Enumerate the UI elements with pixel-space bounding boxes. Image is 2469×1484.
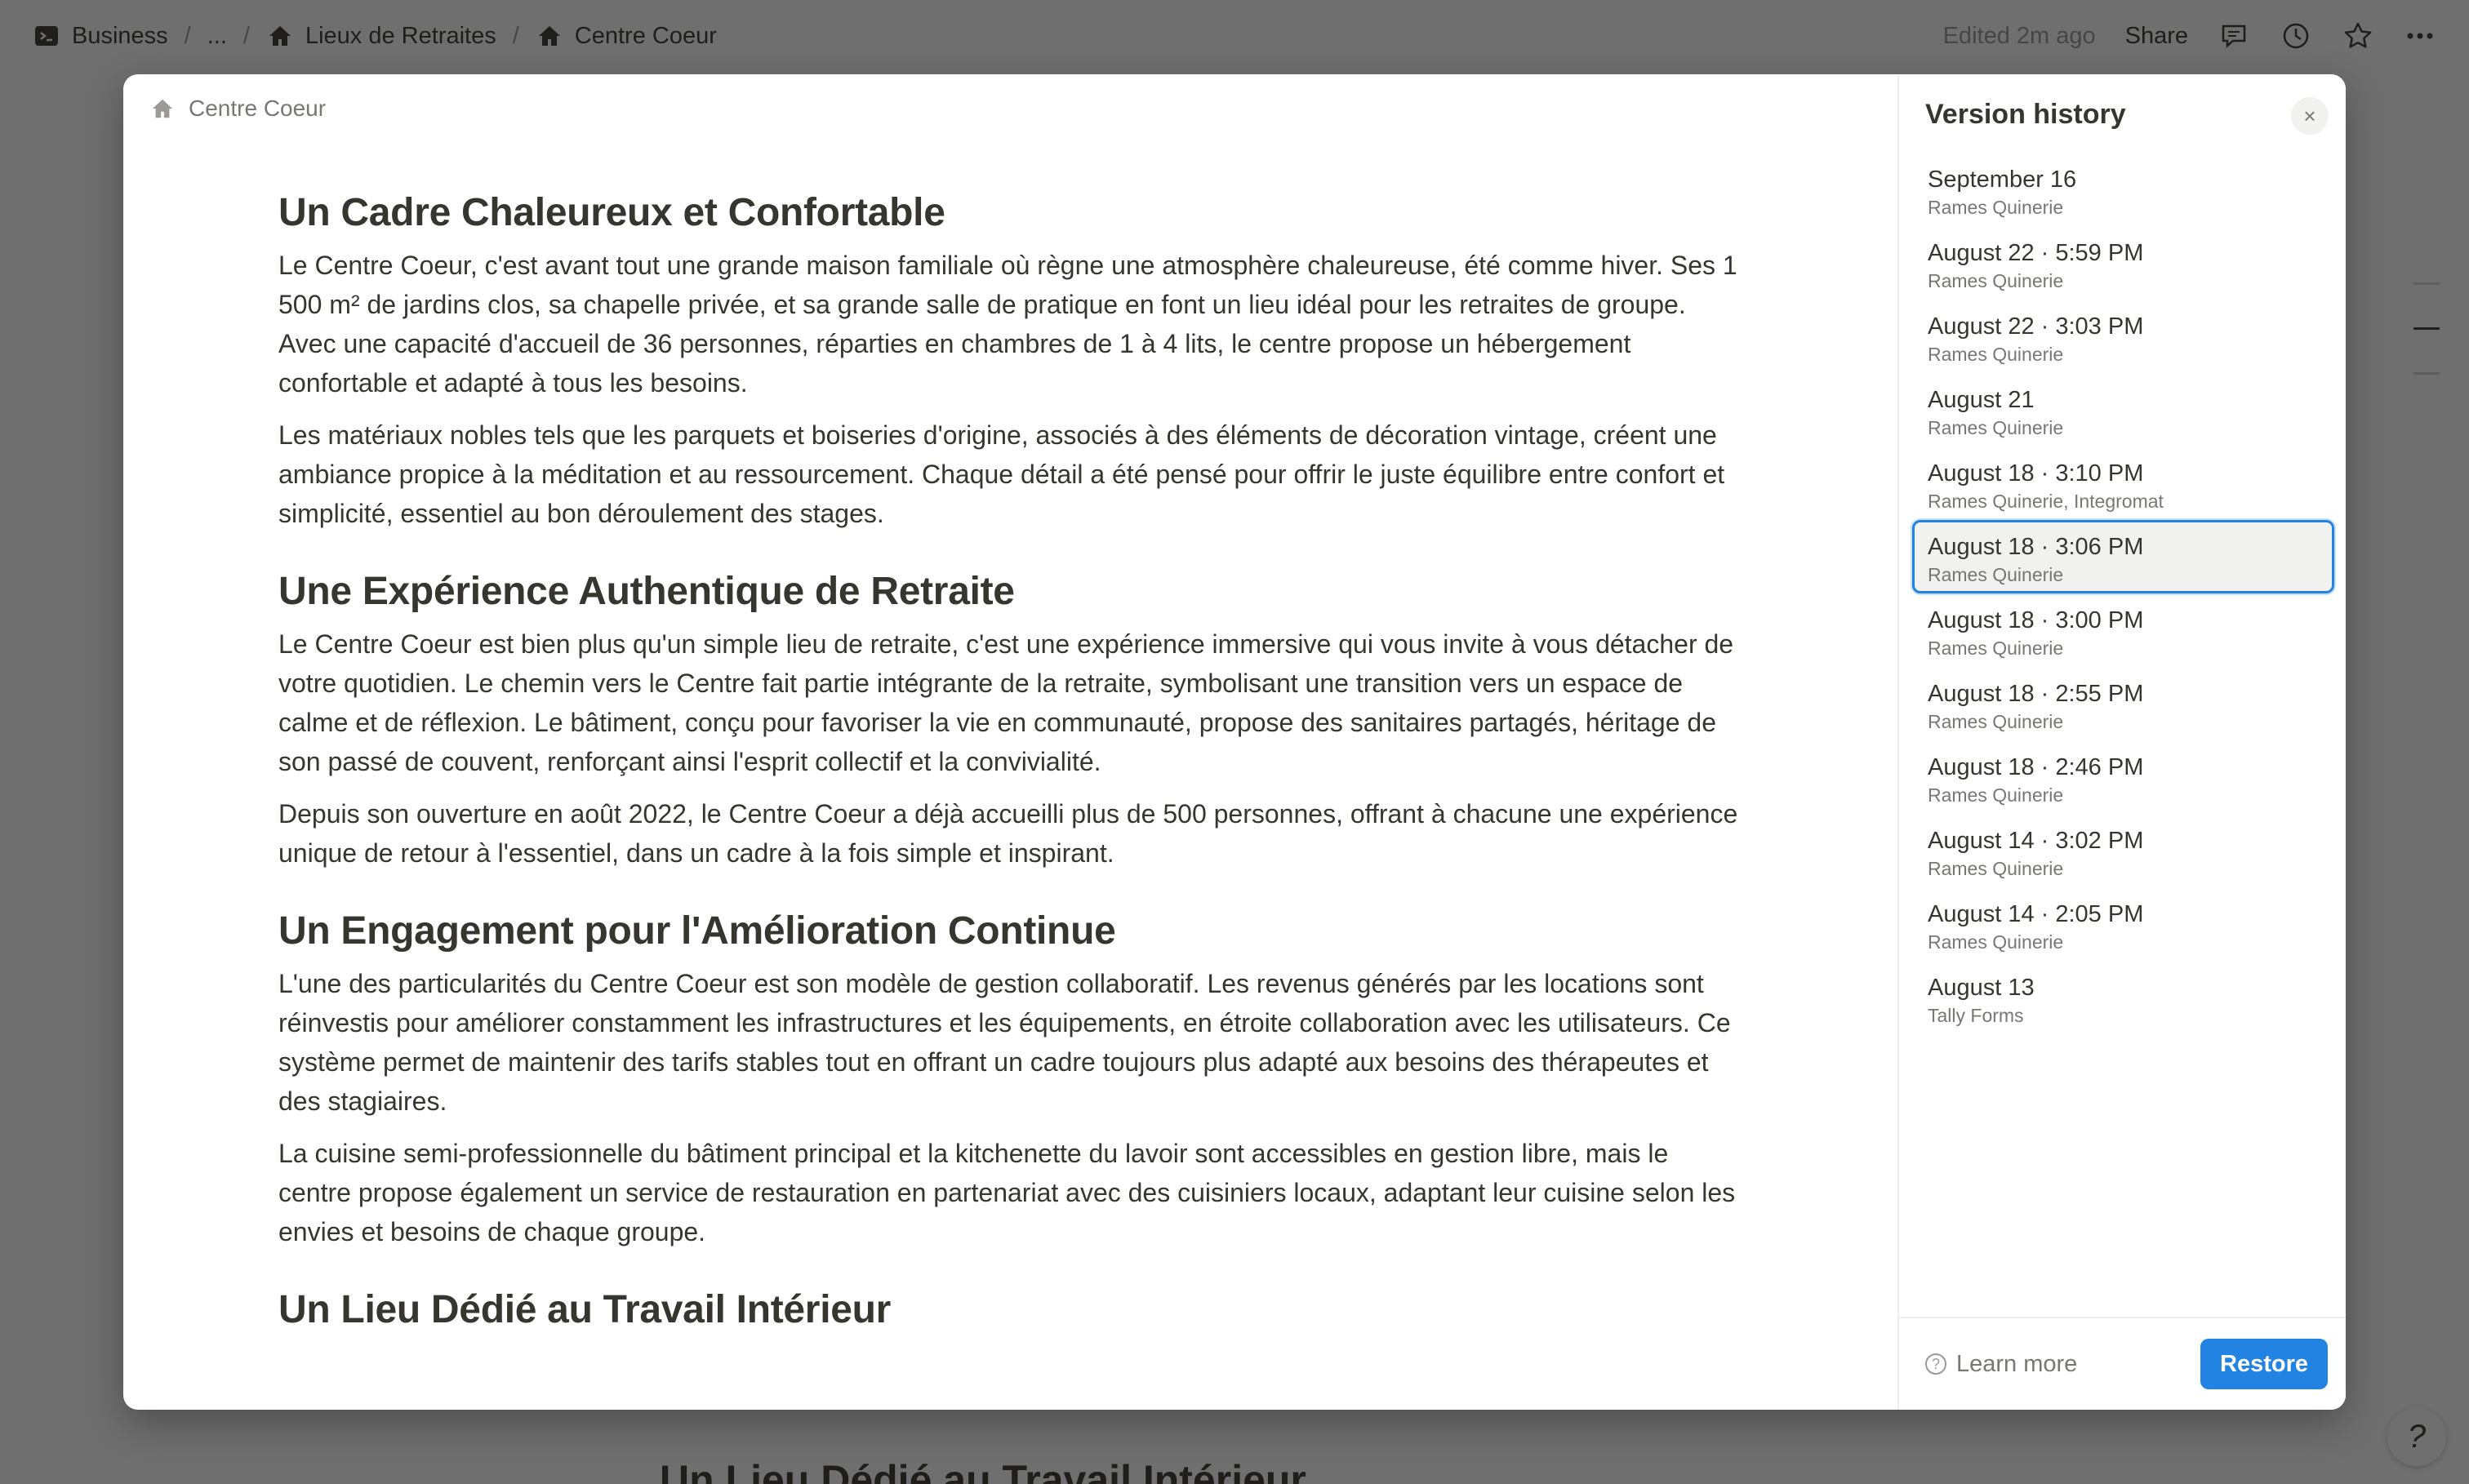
doc-section xyxy=(278,566,1748,873)
version-author: Rames Quinerie xyxy=(1928,638,2064,659)
version-item-selected[interactable] xyxy=(1912,520,2334,593)
learn-more-link[interactable] xyxy=(1925,1351,2077,1378)
restore-button[interactable]: Restore xyxy=(2200,1339,2328,1389)
version-author: Rames Quinerie xyxy=(1928,711,2064,732)
version-item[interactable] xyxy=(1912,153,2334,226)
version-item[interactable] xyxy=(1912,593,2334,667)
version-history-modal xyxy=(123,74,2346,1410)
paragraph: La cuisine semi-professionnelle du bâtiment principal et la kitchenette du lavoir sont accessibles en gestion libre, mais le centre propose également un service de restauration en partenariat avec des cuisiniers locaux, adaptant leur cuisine selon les envies et besoins de chaque groupe. xyxy=(278,1139,1736,1246)
doc-page-title: Centre Coeur xyxy=(189,96,327,121)
doc-header xyxy=(149,96,326,122)
version-item[interactable] xyxy=(1912,447,2334,520)
home-icon xyxy=(149,96,176,122)
version-date: August 22 · 3:03 PM xyxy=(1928,313,2144,340)
doc-section xyxy=(278,1284,1748,1336)
question-icon: ? xyxy=(1925,1353,1946,1375)
version-item[interactable] xyxy=(1912,667,2334,740)
panel-footer xyxy=(1899,1317,2346,1410)
version-author: Rames Quinerie xyxy=(1928,417,2064,438)
version-date: August 14 · 3:02 PM xyxy=(1928,828,2144,854)
version-author: Rames Quinerie xyxy=(1928,931,2064,953)
version-list xyxy=(1912,153,2334,1034)
version-date: August 22 · 5:59 PM xyxy=(1928,240,2144,266)
version-item[interactable] xyxy=(1912,887,2334,961)
version-item[interactable] xyxy=(1912,740,2334,814)
version-date: August 18 · 3:10 PM xyxy=(1928,460,2144,487)
version-author: Rames Quinerie xyxy=(1928,784,2064,806)
version-author: Rames Quinerie xyxy=(1928,197,2064,218)
version-author: Rames Quinerie xyxy=(1928,344,2064,365)
paragraph: Le Centre Coeur, c'est avant tout une grande maison familiale où règne une atmosphère chaleureuse, été comme hiver. Ses 1 500 m² de jardins clos, sa chapelle privée, et sa grande salle de pratique en font un lieu idéal pour les retraites de groupe. Avec une capacité d'accueil de 36 personnes, réparties en chambres de 1 à 4 lits, le centre propose un hébergement confortable et adapté à tous les besoins. xyxy=(278,251,1737,398)
version-history-panel xyxy=(1897,74,2346,1410)
version-date: August 18 · 2:46 PM xyxy=(1928,754,2144,780)
version-item[interactable] xyxy=(1912,226,2334,300)
version-date: August 13 xyxy=(1928,975,2035,1001)
close-icon[interactable]: × xyxy=(2291,97,2329,135)
version-item[interactable] xyxy=(1912,961,2334,1034)
panel-title: Version history xyxy=(1925,99,2126,130)
section-heading: Un Engagement pour l'Amélioration Continue xyxy=(278,909,1116,953)
version-author: Tally Forms xyxy=(1928,1005,2024,1026)
learn-more-label: Learn more xyxy=(1956,1350,2078,1377)
version-author: Rames Quinerie xyxy=(1928,564,2064,585)
doc-section xyxy=(278,187,1748,533)
paragraph: Le Centre Coeur est bien plus qu'un simple lieu de retraite, c'est une expérience immersive qui vous invite à vous détacher de votre quotidien. Le chemin vers le Centre fait partie intégrante de la retraite, symbolisant une transition vers un espace de calme et de réflexion. Le bâtiment, conçu pour favoriser la vie en communauté, propose des sanitaires partagés, héritage de son passé de couvent, renforçant ainsi l'esprit collectif et la convivialité. xyxy=(278,629,1734,776)
version-date: August 14 · 2:05 PM xyxy=(1928,901,2144,927)
version-date: September 16 xyxy=(1928,167,2077,193)
version-date: August 18 · 3:00 PM xyxy=(1928,607,2144,633)
paragraph: Depuis son ouverture en août 2022, le Centre Coeur a déjà accueilli plus de 500 personnes, offrant à chacune une expérience unique de retour à l'essentiel, dans un cadre à la fois simple et inspirant. xyxy=(278,799,1738,868)
document-preview xyxy=(123,74,1897,1410)
version-item[interactable] xyxy=(1912,373,2334,447)
version-date: August 21 xyxy=(1928,387,2035,413)
version-author: Rames Quinerie, Integromat xyxy=(1928,491,2164,512)
version-date: August 18 · 2:55 PM xyxy=(1928,681,2144,707)
version-author: Rames Quinerie xyxy=(1928,858,2064,879)
version-date: August 18 · 3:06 PM xyxy=(1928,534,2144,560)
version-item[interactable] xyxy=(1912,300,2334,373)
section-heading: Un Lieu Dédié au Travail Intérieur xyxy=(278,1288,892,1331)
doc-body xyxy=(278,187,1748,1369)
version-item[interactable] xyxy=(1912,814,2334,887)
section-heading: Un Cadre Chaleureux et Confortable xyxy=(278,191,945,234)
doc-section xyxy=(278,905,1748,1251)
section-heading: Une Expérience Authentique de Retraite xyxy=(278,570,1015,613)
paragraph: Les matériaux nobles tels que les parquets et boiseries d'origine, associés à des éléments de décoration vintage, créent une ambiance propice à la méditation et au ressourcement. Chaque détail a été pensé pour offrir le juste équilibre entre confort et simplicité, essentiel au bon déroulement des stages. xyxy=(278,420,1725,528)
paragraph: L'une des particularités du Centre Coeur est son modèle de gestion collaboratif. Les revenus générés par les locations sont réinvestis pour améliorer constamment les infrastructures et les équipements, en étroite collaboration avec les utilisateurs. Ce système permet de maintenir des tarifs stables tout en offrant un cadre toujours plus adapté aux besoins des thérapeutes et des stagiaires. xyxy=(278,969,1731,1116)
version-author: Rames Quinerie xyxy=(1928,270,2064,291)
